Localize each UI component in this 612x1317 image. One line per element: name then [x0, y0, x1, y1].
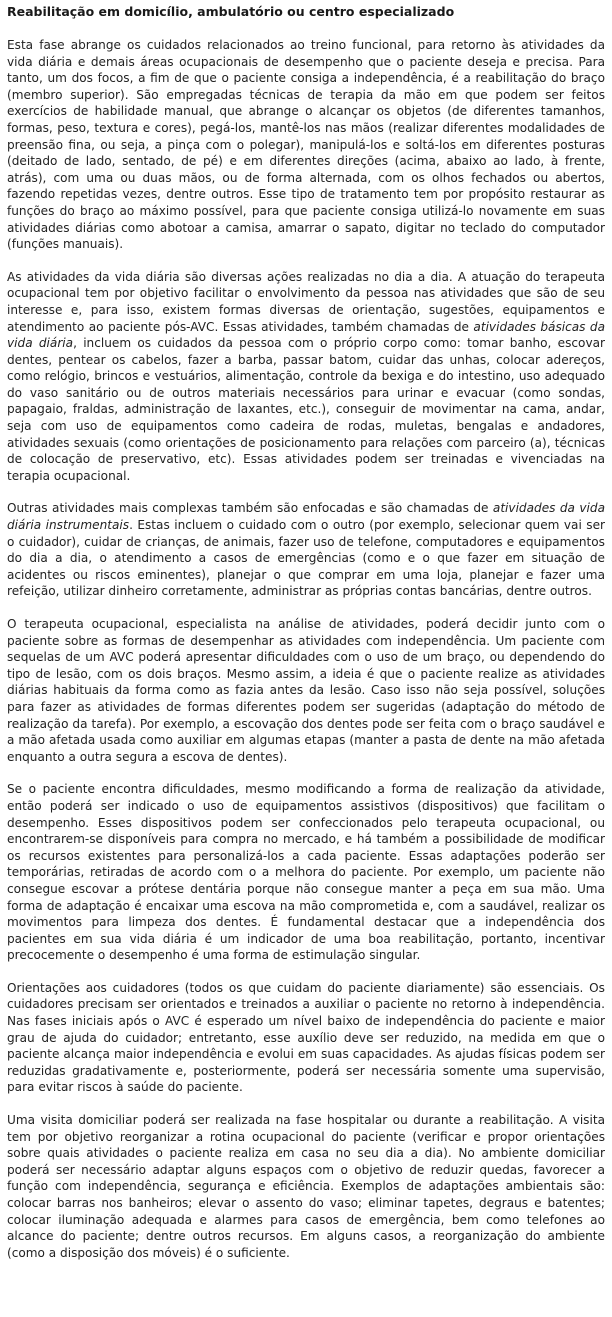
paragraph-text: As atividades da vida diária são diversas ações realizadas no dia a dia. A atuação do terapeuta ocupacional tem por objetivo facilitar o envolvimento da pessoa nas atividades que são de seu interesse e, para isso, existem formas diversas de orientação, sugestões, equipamentos e atendimento ao paciente pós-AVC. Essas atividades, também chamadas de — [7, 269, 605, 334]
paragraph-text: Outras atividades mais complexas também são enfocadas e são chamadas de — [7, 501, 493, 516]
page-title: Reabilitação em domicílio, ambulatório ou centro especializado — [7, 4, 455, 19]
paragraph-text: . Estas incluem o cuidado com o outro (por exemplo, selecionar quem vai ser o cuidador), cuidar de crianças, de animais, fazer uso de telefone, computadores e equipamentos do dia a dia, o atendimento a casos de emergências (como e o que fazer em situação de acidentes ou riscos eminentes), planejar o que comprar em uma loja, planejar e fazer uma refeição, utilizar dinheiro corretamente, administrar as próprias contas bancárias, dentre outros. — [7, 518, 605, 599]
paragraph-text: , incluem os cuidados da pessoa com o próprio corpo como: tomar banho, escovar dentes, pentear os cabelos, fazer a barba, passar batom, cuidar das unhas, colocar adereços, como relógio, brincos e vestuários, alimentação, controle da bexiga e do intestino, uso adequado do vaso sanitário ou de outros materiais necessários para urinar e evacuar (como sondas, papagaio, fraldas, administração de laxantes, etc.), conseguir de movimentar na cama, andar, seja com uso de equipamentos como cadeira de rodas, muletas, bengalas e andadores, atividades sexuais (como orientações de posicionamento para relações com parceiro (a), técnicas de colocação de preservativo, etc). Essas atividades podem ser treinadas e vivenciadas na terapia ocupacional. — [7, 336, 606, 483]
paragraph-hand-therapy: Esta fase abrange os cuidados relacionados ao treino funcional, para retorno às atividades da vida diária e demais áreas ocupacionais de desempenho que o paciente deseja e precisa. Para tanto, um dos focos, a fim de que o paciente consiga a independência, é a reabilitação do braço (membro superior). São empregadas técnicas de terapia da mão em que podem ser feitos exercícios de habilidade manual, que abrange o alcançar os objetos (de diferentes tamanhos, formas, peso, textura e cores), pegá-los, mantê-los nas mãos (realizar diferentes modalidades de preensão fina, ou seja, a pinça com o polegar), manipulá-los e soltá-los em diferentes posturas (deitado de lado, sentado, de pé) e em diferentes direções (acima, abaixo ao lado, à frente, atrás), com uma ou duas mãos, ou de forma alternada, com os olhos fechados ou abertos, fazendo repetidas vezes, dentre outros. Esse tipo de tratamento tem por propósito restaurar as funções do braço ao máximo possível, para que paciente consiga utilizá-lo novamente em suas atividades diárias como abotoar a camisa, amarrar o sapato, digitar no teclado do computador (funções manuais). — [7, 38, 605, 252]
paragraph-assistive-devices: Se o paciente encontra dificuldades, mesmo modificando a forma de realização da atividade, então poderá ser indicado o uso de equipamentos assistivos (dispositivos) que facilitam o desempenho. Esses dispositivos podem ser confeccionados pelo terapeuta ocupacional, ou encontrarem-se disponíveis para compra no mercado, e há também a possibilidade de modificar os recursos existentes para personalizá-los a cada paciente. Essas adaptações poderão ser temporárias, retiradas de acordo com o a melhora do paciente. Por exemplo, um paciente não consegue escovar a prótese dentária porque não consegue manter a peça em sua mão. Uma forma de adaptação é encaixar uma escova na mão comprometida e, com a saudável, realizar os movimentos para limpeza dos dentes. É fundamental destacar que a independência dos pacientes em sua vida diária é um indicador de uma boa reabilitação, portanto, incentivar precocemente o desempenho é uma forma de estimulação singular. — [7, 782, 605, 963]
paragraph-basic-daily-activities — [7, 269, 605, 485]
emphasis-term: atividades básicas da vida diária — [7, 319, 605, 351]
paragraph-instrumental-activities — [7, 500, 605, 600]
paragraph-home-visit: Uma visita domiciliar poderá ser realizada na fase hospitalar ou durante a reabilitação. A visita tem por objetivo reorganizar a rotina ocupacional do paciente (verificar e propor orientações sobre quais atividades o paciente realiza em casa no seu dia a dia). No ambiente domiciliar poderá ser necessário adaptar alguns espaços com o objetivo de reduzir quedas, favorecer a função com independência, segurança e eficiência. Exemplos de adaptações ambientais são: colocar barras nos banheiros; elevar o assento do vaso; eliminar tapetes, degraus e batentes; colocar iluminação adequada e alarmes para casos de emergência, bem como telefones ao alcance do paciente; dentre outros recursos. Em alguns casos, a reorganização do ambiente (como a disposição dos móveis) é o suficiente. — [7, 1113, 605, 1260]
paragraph-caregivers: Orientações aos cuidadores (todos os que cuidam do paciente diariamente) são essenciais. Os cuidadores precisam ser orientados e treinados a auxiliar o paciente no retorno à independência. Nas fases iniciais após o AVC é esperado um nível baixo de independência do paciente e maior grau de ajuda do cuidador; entretanto, esse auxílio deve ser reduzido, na medida em que o paciente alcança maior independência e evolui em suas capacidades. As ajudas físicas podem ser reduzidas gradativamente e, posteriormente, poderá ser necessária somente uma supervisão, para evitar riscos à saúde do paciente. — [7, 980, 605, 1095]
paragraph-occupational-therapist: O terapeuta ocupacional, especialista na análise de atividades, poderá decidir junto com o paciente sobre as formas de desempenhar as atividades com independência. Um paciente com sequelas de um AVC poderá apresentar dificuldades com o uso de um braço, ou dependendo do tipo de lesão, com os dois braços. Mesmo assim, a ideia é que o paciente realize as atividades diárias habituais da forma como as fazia antes da lesão. Caso isso não seja possível, soluções para fazer as atividades de formas diferentes podem ser sugeridas (adaptação do método de realização da tarefa). Por exemplo, a escovação dos dentes pode ser feita com o braço saudável e a mão afetada usada como auxiliar em algumas etapas (manter a pasta de dente na mão afetada enquanto a outra segura a escova de dentes). — [7, 617, 605, 764]
emphasis-term: atividades da vida diária instrumentais — [7, 501, 606, 533]
